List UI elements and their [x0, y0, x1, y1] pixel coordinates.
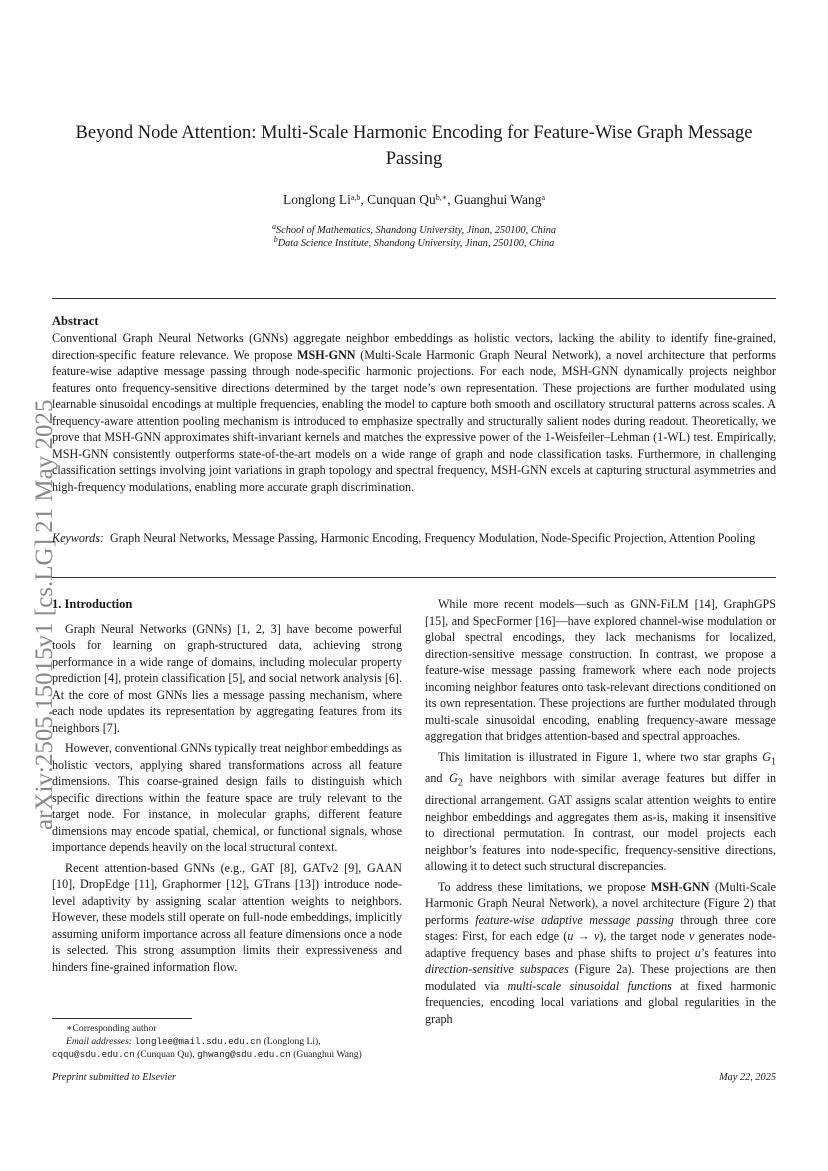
author-affil-mark: b,∗: [435, 193, 448, 202]
footer-date: May 22, 2025: [719, 1072, 776, 1083]
keywords: [52, 530, 776, 547]
abstract-part: Conventional Graph Neural Networks (GNNs) aggregate neighbor embeddings as holistic vectors, lacking the ability to identify fine-grained, direction-specific feature relevance. We propose: [52, 331, 776, 362]
paragraph: To address these limitations, we propose MSH-GNN (Multi-Scale Harmonic Graph Neural Network), a novel architecture (Figure 2) that performs feature-wise adaptive message passing through three core stages: First, for each edge (u → v), the target node v generates node-adaptive frequency bases and phase shifts to project u’s features into direction-sensitive subspaces (Figure 2a). These projections are then modulated via multi-scale sinusoidal functions at fixed harmonic frequencies, encoding local variations and global regularities in the graph: [425, 879, 777, 1026]
author-name: Guanghui Wang: [453, 192, 542, 207]
paragraph: Graph Neural Networks (GNNs) [1, 2, 3] have become powerful tools for learning on graph-structured data, achieving strong performance in a wide range of domains, including molecular property prediction [4], protein classification [5], and social network analysis [6]. At the core of most GNNs lies a message passing mechanism, where each node updates its representation by aggregating features from its neighbors [7].: [52, 621, 402, 735]
affiliation-line: [60, 237, 768, 250]
paragraph: This limitation is illustrated in Figure 1, where two star graphs $G_1$ and $G_2$ have neighbors with similar average features but differ in directional arrangement. GAT assigns scalar attention weights to entire neighbor embeddings and aggregates them as-is, making it insensitive to directional permutation. In contrast, our model projects each neighbor’s features into node-specific, frequency-sensitive directions, allowing it to detect such structural discrepancies.: [425, 749, 776, 874]
paper-title: Beyond Node Attention: Multi-Scale Harmonic Encoding for Feature-Wise Graph Message Passing: [75, 123, 753, 169]
affiliation-text: School of Mathematics, Shandong University, Jinan, 250100, China: [276, 225, 556, 236]
affiliation-line: [60, 224, 768, 237]
affil-mark: b: [273, 235, 278, 244]
right-column: [425, 596, 776, 1027]
math-symbol: G: [762, 749, 771, 764]
affil-mark: a: [272, 222, 276, 231]
footnotes: [52, 1022, 412, 1061]
top-rule: [52, 298, 776, 299]
author-name: Longlong Li: [282, 192, 351, 207]
author-list: Longlong Li$^{a,b}$, Cunquan $Qu^{b,∗}$, Guanghui Wang$^a$: [282, 192, 546, 207]
keywords-text: Graph Neural Networks, Message Passing, Harmonic Encoding, Frequency Modulation, Node-Specific Projection, Attention Pooling: [110, 531, 756, 545]
footer-preprint-note: Preprint submitted to Elsevier: [52, 1072, 177, 1083]
section-heading: 1. Introduction: [52, 597, 133, 611]
email-label: Email addresses:: [66, 1036, 132, 1047]
author-affil-mark: a: [541, 193, 546, 202]
arxiv-id-text: arXiv:2505.15015v1 [cs.LG] 21 May 2025: [31, 399, 58, 830]
footnote-emails: Email addresses: longlee@mail.sdu.edu.cn (Longlong Li),: [66, 1036, 321, 1047]
math-symbol: G: [449, 771, 458, 786]
email-link[interactable]: ghwang@sdu.edu.cn: [197, 1049, 291, 1060]
model-name: MSH-GNN: [651, 879, 710, 894]
abstract-heading: Abstract: [52, 314, 99, 328]
abstract-part: (Multi-Scale Harmonic Graph Neural Network), a novel architecture that performs feature-wise adaptive message passing through node-specific harmonic projections. For each node, MSH-GNN dynamically projects neighbor features onto frequency-sensitive directions determined by the target node’s own representation. These projections are further modulated using learnable sinusoidal encodings at multiple frequencies, enabling the model to capture both smooth and oscillatory structural patterns across scales. A frequency-aware attention pooling mechanism is introduced to emphasize spectrally and structurally salient nodes during readout. Theoretically, we prove that MSH-GNN approximates shift-invariant kernels and matches the expressive power of the 1-Weisfeiler–Lehman (1-WL) test. Empirically, MSH-GNN consistently outperforms state-of-the-art models on a wide range of graph and node classification tasks. Furthermore, in challenging classification settings involving joint variations in graph topology and spectral frequency, MSH-GNN excels at capturing structural asymmetries and high-frequency modulations, enabling more accurate graph discrimination.: [52, 347, 776, 494]
footnote-rule: [52, 1018, 192, 1019]
email-link[interactable]: longlee@mail.sdu.edu.cn: [134, 1036, 262, 1047]
left-column: [52, 596, 402, 975]
model-name: MSH-GNN: [297, 347, 356, 362]
author-name: Cunquan Qu: [367, 192, 436, 207]
paragraph: While more recent models—such as GNN-FiLM [14], GraphGPS [15], and SpecFormer [16]—have explored channel-wise modulation or global spectral encodings, they lack mechanisms for localized, direction-sensitive message construction. In contrast, we propose a feature-wise message passing framework where each node projects incoming neighbor features onto task-relevant directions conditioned on its own representation. These projections are further modulated through multi-scale sinusoidal encoding, enabling frequency-aware message aggregation that bridges attention-based and spectral approaches.: [425, 597, 776, 743]
footnote-emails-cont: cqqu@sdu.edu.cn (Cunquan Qu), ghwang@sdu.edu.cn (Guanghui Wang): [52, 1049, 362, 1060]
affiliations: [60, 224, 768, 250]
email-link[interactable]: cqqu@sdu.edu.cn: [52, 1049, 135, 1060]
paragraph: Recent attention-based GNNs (e.g., GAT [8], GATv2 [9], GAAN [10], DropEdge [11], Graphormer [12], GTrans [13]) introduce node-level adaptivity by assigning scalar attention weights to neighbors. However, these models still operate on full-node embeddings, implicitly assuming uniform importance across all feature dimensions once a node is selected. This strong assumption limits their expressiveness and hinders fine-grained information flow.: [52, 860, 402, 974]
keywords-label: Keywords:: [52, 531, 104, 545]
abstract-bottom-rule: [52, 577, 776, 578]
abstract-text: [52, 330, 776, 495]
paragraph: However, conventional GNNs typically treat neighbor embeddings as holistic vectors, applying shared transformations across all feature dimensions. This coarse-grained design fails to distinguish which specific directions within the feature space are truly relevant to the target node. For instance, in molecular graphs, different feature dimensions may encode spatial, chemical, or functional signals, whose importance depends heavily on the local structural context.: [52, 741, 402, 854]
author-affil-mark: a,b: [350, 193, 361, 202]
affiliation-text: Data Science Institute, Shandong University, Jinan, 250100, China: [277, 238, 555, 249]
footnote-corresponding: ∗Corresponding author: [66, 1023, 157, 1034]
